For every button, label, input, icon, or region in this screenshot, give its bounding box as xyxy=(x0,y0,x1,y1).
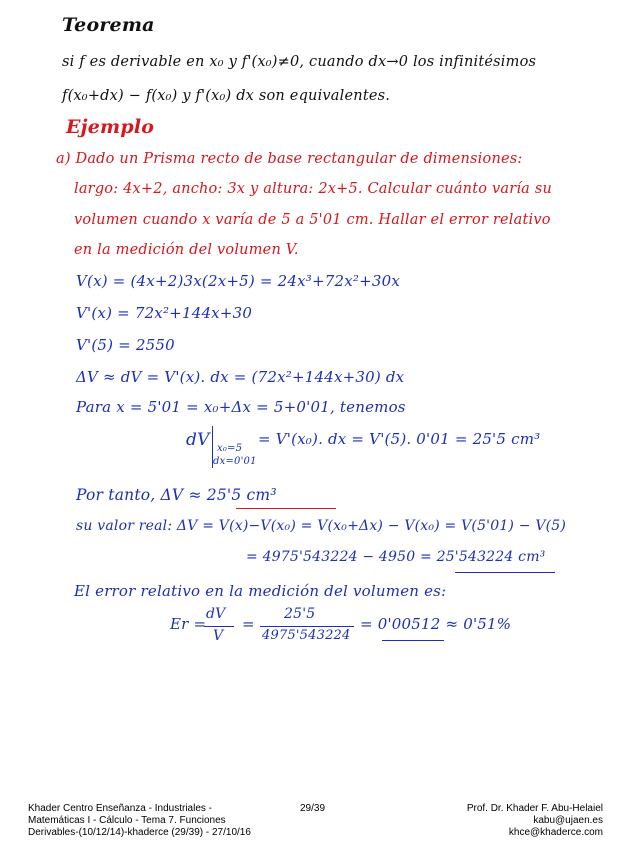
problem-line-2: largo: 4x+2, ancho: 3x y altura: 2x+5. Calcular cuánto varía su xyxy=(74,181,553,197)
equation-differential: ΔV ≈ dV = V'(x). dx = (72x²+144x+30) dx xyxy=(76,368,405,386)
error-frac2-num: 25'5 xyxy=(284,606,316,622)
error-equals: = xyxy=(242,615,255,633)
equation-por-tanto: Por tanto, ΔV ≈ 25'5 cm³ xyxy=(76,486,277,504)
footer-right xyxy=(467,803,603,839)
error-result-underline xyxy=(382,640,444,641)
teorema-line-2: f(x₀+dx) − f(x₀) y f'(x₀) dx son equivalentes. xyxy=(62,88,391,104)
valor-real-underline xyxy=(455,572,555,573)
equation-volume: V(x) = (4x+2)3x(2x+5) = 24x³+72x²+30x xyxy=(76,272,401,290)
footer-page-number xyxy=(300,803,325,815)
equation-para: Para x = 5'01 = x₀+Δx = 5+0'01, tenemos xyxy=(76,398,406,416)
error-frac1-num: dV xyxy=(206,606,226,622)
equation-dv-label: dV xyxy=(186,430,210,450)
page-number: 29/39 xyxy=(300,803,326,814)
ejemplo-title: Ejemplo xyxy=(66,116,155,138)
footer-left xyxy=(28,803,251,839)
error-frac1-den: V xyxy=(213,628,224,644)
error-frac2-bar xyxy=(260,626,354,627)
equation-derivative: V'(x) = 72x²+144x+30 xyxy=(76,304,253,322)
footer-course: Khader Centro Enseñanza - Industriales - xyxy=(28,803,212,814)
error-frac1-bar xyxy=(204,626,234,627)
problem-line-4: en la medición del volumen V. xyxy=(74,242,299,258)
error-lhs: Er = xyxy=(170,615,207,633)
teorema-title: Teorema xyxy=(62,14,155,36)
equation-error-intro: El error relativo en la medición del volumen es: xyxy=(74,582,447,600)
footer-email-1: kabu@ujaen.es xyxy=(533,815,603,826)
error-frac2-den: 4975'543224 xyxy=(262,628,351,643)
footer-author: Prof. Dr. Khader F. Abu-Helaiel xyxy=(466,803,603,814)
equation-dv-sub-x0: x₀=5 xyxy=(217,443,243,454)
footer-email-2: khce@khaderce.com xyxy=(508,827,603,838)
por-tanto-underline xyxy=(236,508,336,509)
equation-dv-result: = V'(x₀). dx = V'(5). 0'01 = 25'5 cm³ xyxy=(258,430,541,448)
equation-valor-real-result: = 4975'543224 − 4950 = 25'543224 cm³ xyxy=(246,549,546,565)
footer-file: Derivables-(10/12/14)-khaderce (29/39) - 27/10/16 xyxy=(28,827,251,838)
teorema-line-1: si f es derivable en x₀ y f'(x₀)≠0, cuando dx→0 los infinitésimos xyxy=(62,54,537,70)
equation-derivative-at-5: V'(5) = 2550 xyxy=(76,336,175,354)
equation-dv-sub-dx: dx=0'01 xyxy=(213,456,257,467)
footer-subject: Matemáticas I - Cálculo - Tema 7. Funciones xyxy=(28,815,226,826)
error-result: = 0'00512 ≈ 0'51% xyxy=(360,615,512,633)
equation-valor-real: su valor real: ΔV = V(x)−V(x₀) = V(x₀+Δx) − V(x₀) = V(5'01) − V(5) xyxy=(76,518,567,534)
problem-line-1: a) Dado un Prisma recto de base rectangular de dimensiones: xyxy=(56,151,523,167)
problem-line-3: volumen cuando x varía de 5 a 5'01 cm. Hallar el error relativo xyxy=(74,212,551,228)
